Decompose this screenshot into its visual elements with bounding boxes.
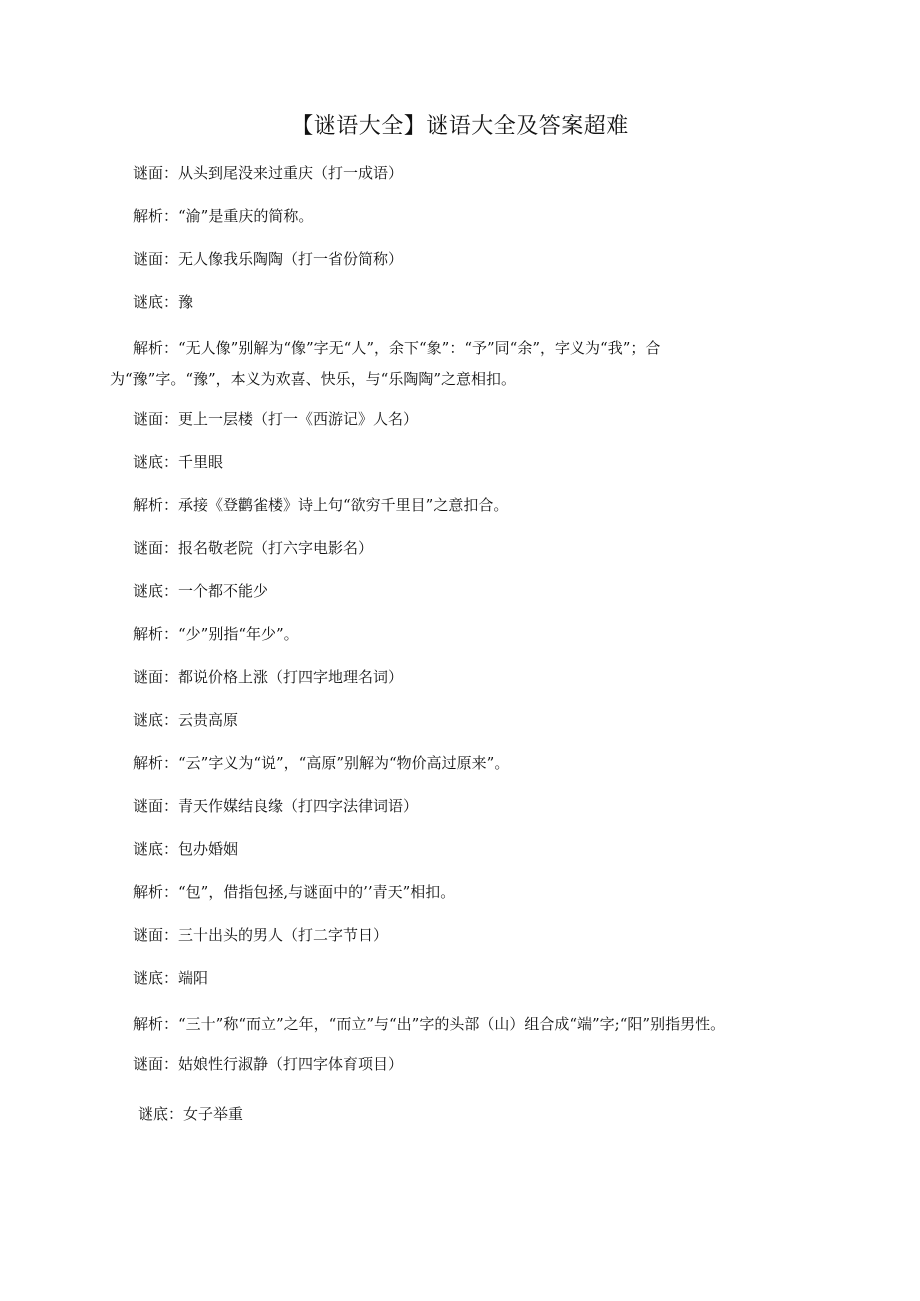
- document-title: 【谜语大全】谜语大全及答案超难: [291, 114, 629, 139]
- paragraph-answer-6: 谜底：包办婚姻: [133, 840, 239, 858]
- paragraph-explanation-4: 解析：“少”别指“年少”。: [133, 625, 299, 643]
- paragraph-riddle-2: 谜面：无人像我乐陶陶（打一省份简称）: [133, 250, 404, 268]
- paragraph-riddle-4: 谜面：报名敬老院（打六字电影名）: [133, 539, 374, 557]
- paragraph-riddle-5: 谜面：都说价格上涨（打四字地理名词）: [133, 668, 404, 686]
- paragraph-explanation-6: 解析：“包”，借指包拯,与谜面中的’’青天”相扣。: [133, 883, 456, 901]
- paragraph-explanation-2: 解析：“无人像”别解为“像”字无“人”，余下“象”：“予”同“余”，字义为“我”；合为“豫”字。“豫”，本义为欢喜、快乐，与“乐陶陶”之意相扣。: [110, 339, 661, 388]
- paragraph-riddle-6: 谜面：青天作媒结良缘（打四字法律词语）: [133, 797, 419, 815]
- paragraph-riddle-7: 谜面：三十出头的男人（打二字节日）: [133, 926, 389, 944]
- paragraph-explanation-7: 解析：“三十”称“而立”之年，“而立”与“出”字的头部（山）组合成“端”字;“阳”别指男性。: [133, 1015, 726, 1033]
- paragraph-answer-7: 谜底：端阳: [133, 969, 209, 987]
- paragraph-answer-8: 谜底：女子举重: [138, 1105, 244, 1123]
- paragraph-explanation-3: 解析：承接《登鹳雀楼》诗上句“欲穷千里目”之意扣合。: [133, 496, 509, 514]
- paragraph-riddle-3: 谜面：更上一层楼（打一《西游记》人名）: [133, 410, 419, 428]
- paragraph-answer-3: 谜底：千里眼: [133, 453, 224, 471]
- document-body: [110, 161, 750, 1145]
- paragraph-answer-5: 谜底：云贵高原: [133, 711, 239, 729]
- paragraph-answer-4: 谜底：一个都不能少: [133, 582, 269, 600]
- paragraph-answer-2: 谜底：豫: [133, 293, 194, 311]
- paragraph-riddle-8: 谜面：姑娘性行淑静（打四字体育项目）: [133, 1055, 404, 1073]
- paragraph-riddle-1: 谜面：从头到尾没来过重庆（打一成语）: [133, 164, 404, 182]
- paragraph-explanation-1: 解析：“渝”是重庆的简称。: [133, 207, 314, 225]
- paragraph-explanation-5: 解析：“云”字义为“说”，“高原”别解为“物价高过原来”。: [133, 754, 510, 772]
